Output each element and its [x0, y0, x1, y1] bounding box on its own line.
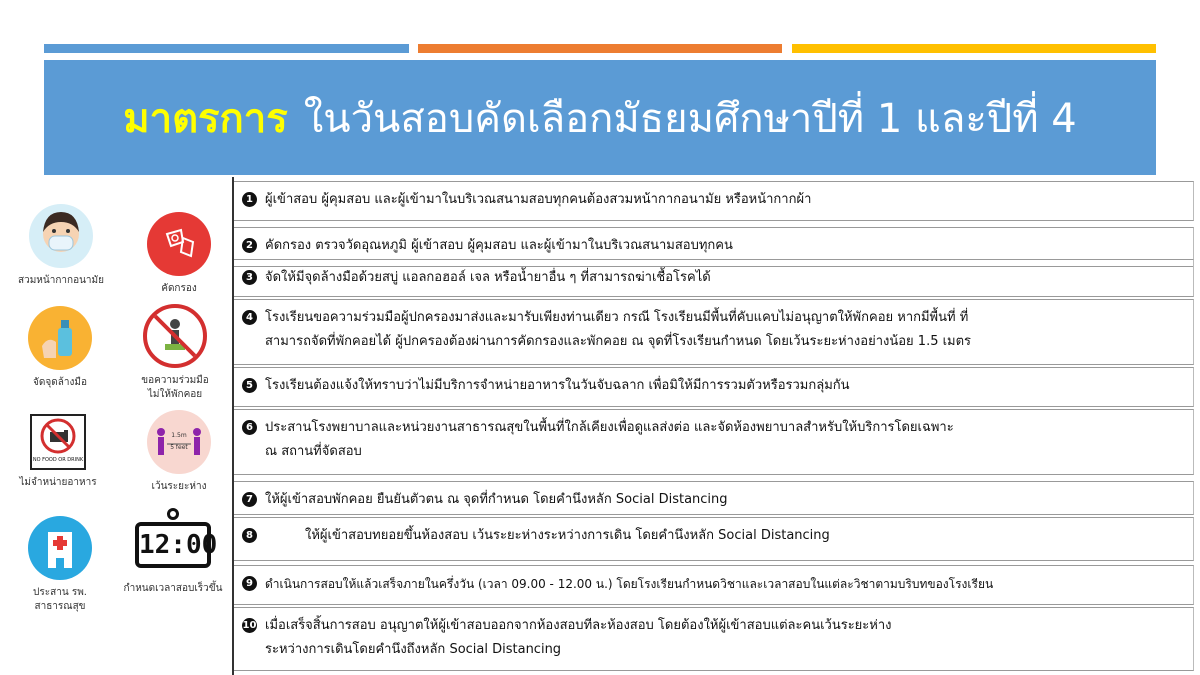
icon-card-hand-sanitizer — [10, 306, 110, 390]
measure-number: 7 — [242, 492, 257, 507]
icon-label-clock: กำหนดเวลาสอบเร็วขึ้น — [123, 583, 223, 594]
title-highlight: มาตรการ — [123, 95, 288, 142]
measure-number: 4 — [242, 310, 257, 325]
measure-number: 8 — [242, 528, 257, 543]
measure-text: โรงเรียนขอความร่วมมือผู้ปกครองมาส่งและมารับเพียงท่านเดียว กรณี โรงเรียนมีพื้นที่คับแคบไม่อนุญาตให้พักคอย หากมีพื้นที่ ที่ สามารถจัดที่พักคอยได้ ผู้ปกครองต้องผ่านการคัดกรองและพักคอย ณ จุดที่โรงเรียนกำหนด โดยเว้นระยะห่างอย่างน้อย 1.5 เมตร — [265, 310, 972, 349]
icon-card-mask — [6, 204, 116, 288]
measure-row — [234, 517, 1194, 561]
distancing-icon — [147, 410, 211, 474]
icon-label-no-waiting: ขอความร่วมมือ ไม่ให้พักคอย — [141, 375, 209, 400]
page-title — [44, 60, 1156, 175]
clock-icon — [135, 508, 218, 568]
measure-row — [234, 409, 1194, 475]
title-rest: ในวันสอบคัดเลือกมัธยมศึกษาปีที่ 1 และปีที่ 4 — [303, 95, 1077, 142]
icon-label-screening: คัดกรอง — [161, 283, 197, 294]
measure-text: ประสานโรงพยาบาลและหน่วยงานสาธารณสุขในพื้นที่ใกล้เคียงเพื่อดูแลส่งต่อ และจัดห้องพยาบาลสำหรับให้บริการโดยเฉพาะ ณ สถานที่จัดสอบ — [265, 420, 954, 459]
distancing-sign-line2: 5 feet — [170, 444, 188, 451]
top-bar-blue — [44, 44, 409, 53]
no-waiting-icon — [143, 304, 207, 368]
measure-row — [234, 181, 1194, 221]
hand-sanitizer-icon — [28, 306, 92, 370]
icon-card-distancing — [124, 410, 234, 494]
icon-label-hospital: ประสาน รพ. สาธารณสุข — [33, 587, 87, 612]
measure-row — [234, 481, 1194, 515]
measures-list — [232, 177, 1194, 675]
measure-text: ให้ผู้เข้าสอบพักคอย ยืนยันตัวตน ณ จุดที่กำหนด โดยคำนึงหลัก Social Distancing — [265, 492, 728, 507]
mask-icon — [29, 204, 93, 268]
hospital-icon — [28, 516, 92, 580]
measure-text: ดำเนินการสอบให้แล้วเสร็จภายในครึ่งวัน (เวลา 09.00 - 12.00 น.) โดยโรงเรียนกำหนดวิชาและเวลาสอบในแต่ละวิชาตามบริบทของโรงเรียน — [265, 577, 994, 591]
measure-row — [234, 367, 1194, 407]
measure-text: คัดกรอง ตรวจวัดอุณหภูมิ ผู้เข้าสอบ ผู้คุมสอบ และผู้เข้ามาในบริเวณสนามสอบทุกคน — [265, 238, 733, 253]
measure-number: 2 — [242, 238, 257, 253]
measure-text: ผู้เข้าสอบ ผู้คุมสอบ และผู้เข้ามาในบริเวณสนามสอบทุกคนต้องสวมหน้ากากอนามัย หรือหน้ากากผ้า — [265, 192, 812, 207]
icon-card-clock — [114, 508, 232, 596]
measure-number: 5 — [242, 378, 257, 393]
top-bar-orange — [418, 44, 782, 53]
title-banner — [44, 60, 1156, 175]
measure-row — [234, 607, 1194, 671]
icon-card-no-waiting — [120, 304, 230, 402]
measure-text: โรงเรียนต้องแจ้งให้ทราบว่าไม่มีบริการจำหน่ายอาหารในวันจับฉลาก เพื่อมิให้มีการรวมตัวหรือรวมกลุ่มกัน — [265, 378, 850, 393]
icon-card-hospital — [10, 516, 110, 614]
icon-label-mask: สวมหน้ากากอนามัย — [18, 275, 104, 286]
measure-number: 3 — [242, 270, 257, 285]
icon-label-no-food: ไม่จำหน่ายอาหาร — [19, 477, 97, 488]
measure-number: 1 — [242, 192, 257, 207]
measure-text: จัดให้มีจุดล้างมือด้วยสบู่ แอลกอฮอล์ เจล หรือน้ำยาอื่น ๆ ที่สามารถฆ่าเชื้อโรคได้ — [265, 270, 711, 285]
measure-row — [234, 299, 1194, 365]
measure-number: 10 — [242, 620, 257, 631]
no-food-sign-text: NO FOOD OR DRINK — [32, 457, 84, 463]
icon-card-screening — [124, 212, 234, 296]
icon-label-distancing: เว้นระยะห่าง — [151, 481, 207, 492]
distancing-sign-line1: 1.5m — [171, 432, 187, 439]
measure-number: 6 — [242, 420, 257, 435]
icon-label-hand-sanitizer: จัดจุดล้างมือ — [33, 377, 87, 388]
measure-row — [234, 259, 1194, 297]
measure-text: เมื่อเสร็จสิ้นการสอบ อนุญาตให้ผู้เข้าสอบออกจากห้องสอบทีละห้องสอบ โดยต้องให้ผู้เข้าสอบแต่ละคนเว้นระยะห่าง ระหว่างการเดินโดยคำนึงถึงหลัก Social Distancing — [265, 618, 892, 657]
screening-icon — [147, 212, 211, 276]
icon-card-no-food — [8, 414, 108, 490]
clock-display: 12:00 — [135, 522, 211, 568]
measure-number: 9 — [242, 576, 257, 591]
measure-text: ให้ผู้เข้าสอบทยอยขึ้นห้องสอบ เว้นระยะห่างระหว่างการเดิน โดยคำนึงหลัก Social Distancing — [305, 528, 830, 543]
measure-row — [234, 565, 1194, 605]
top-bar-yellow — [792, 44, 1156, 53]
no-food-icon — [30, 414, 86, 470]
